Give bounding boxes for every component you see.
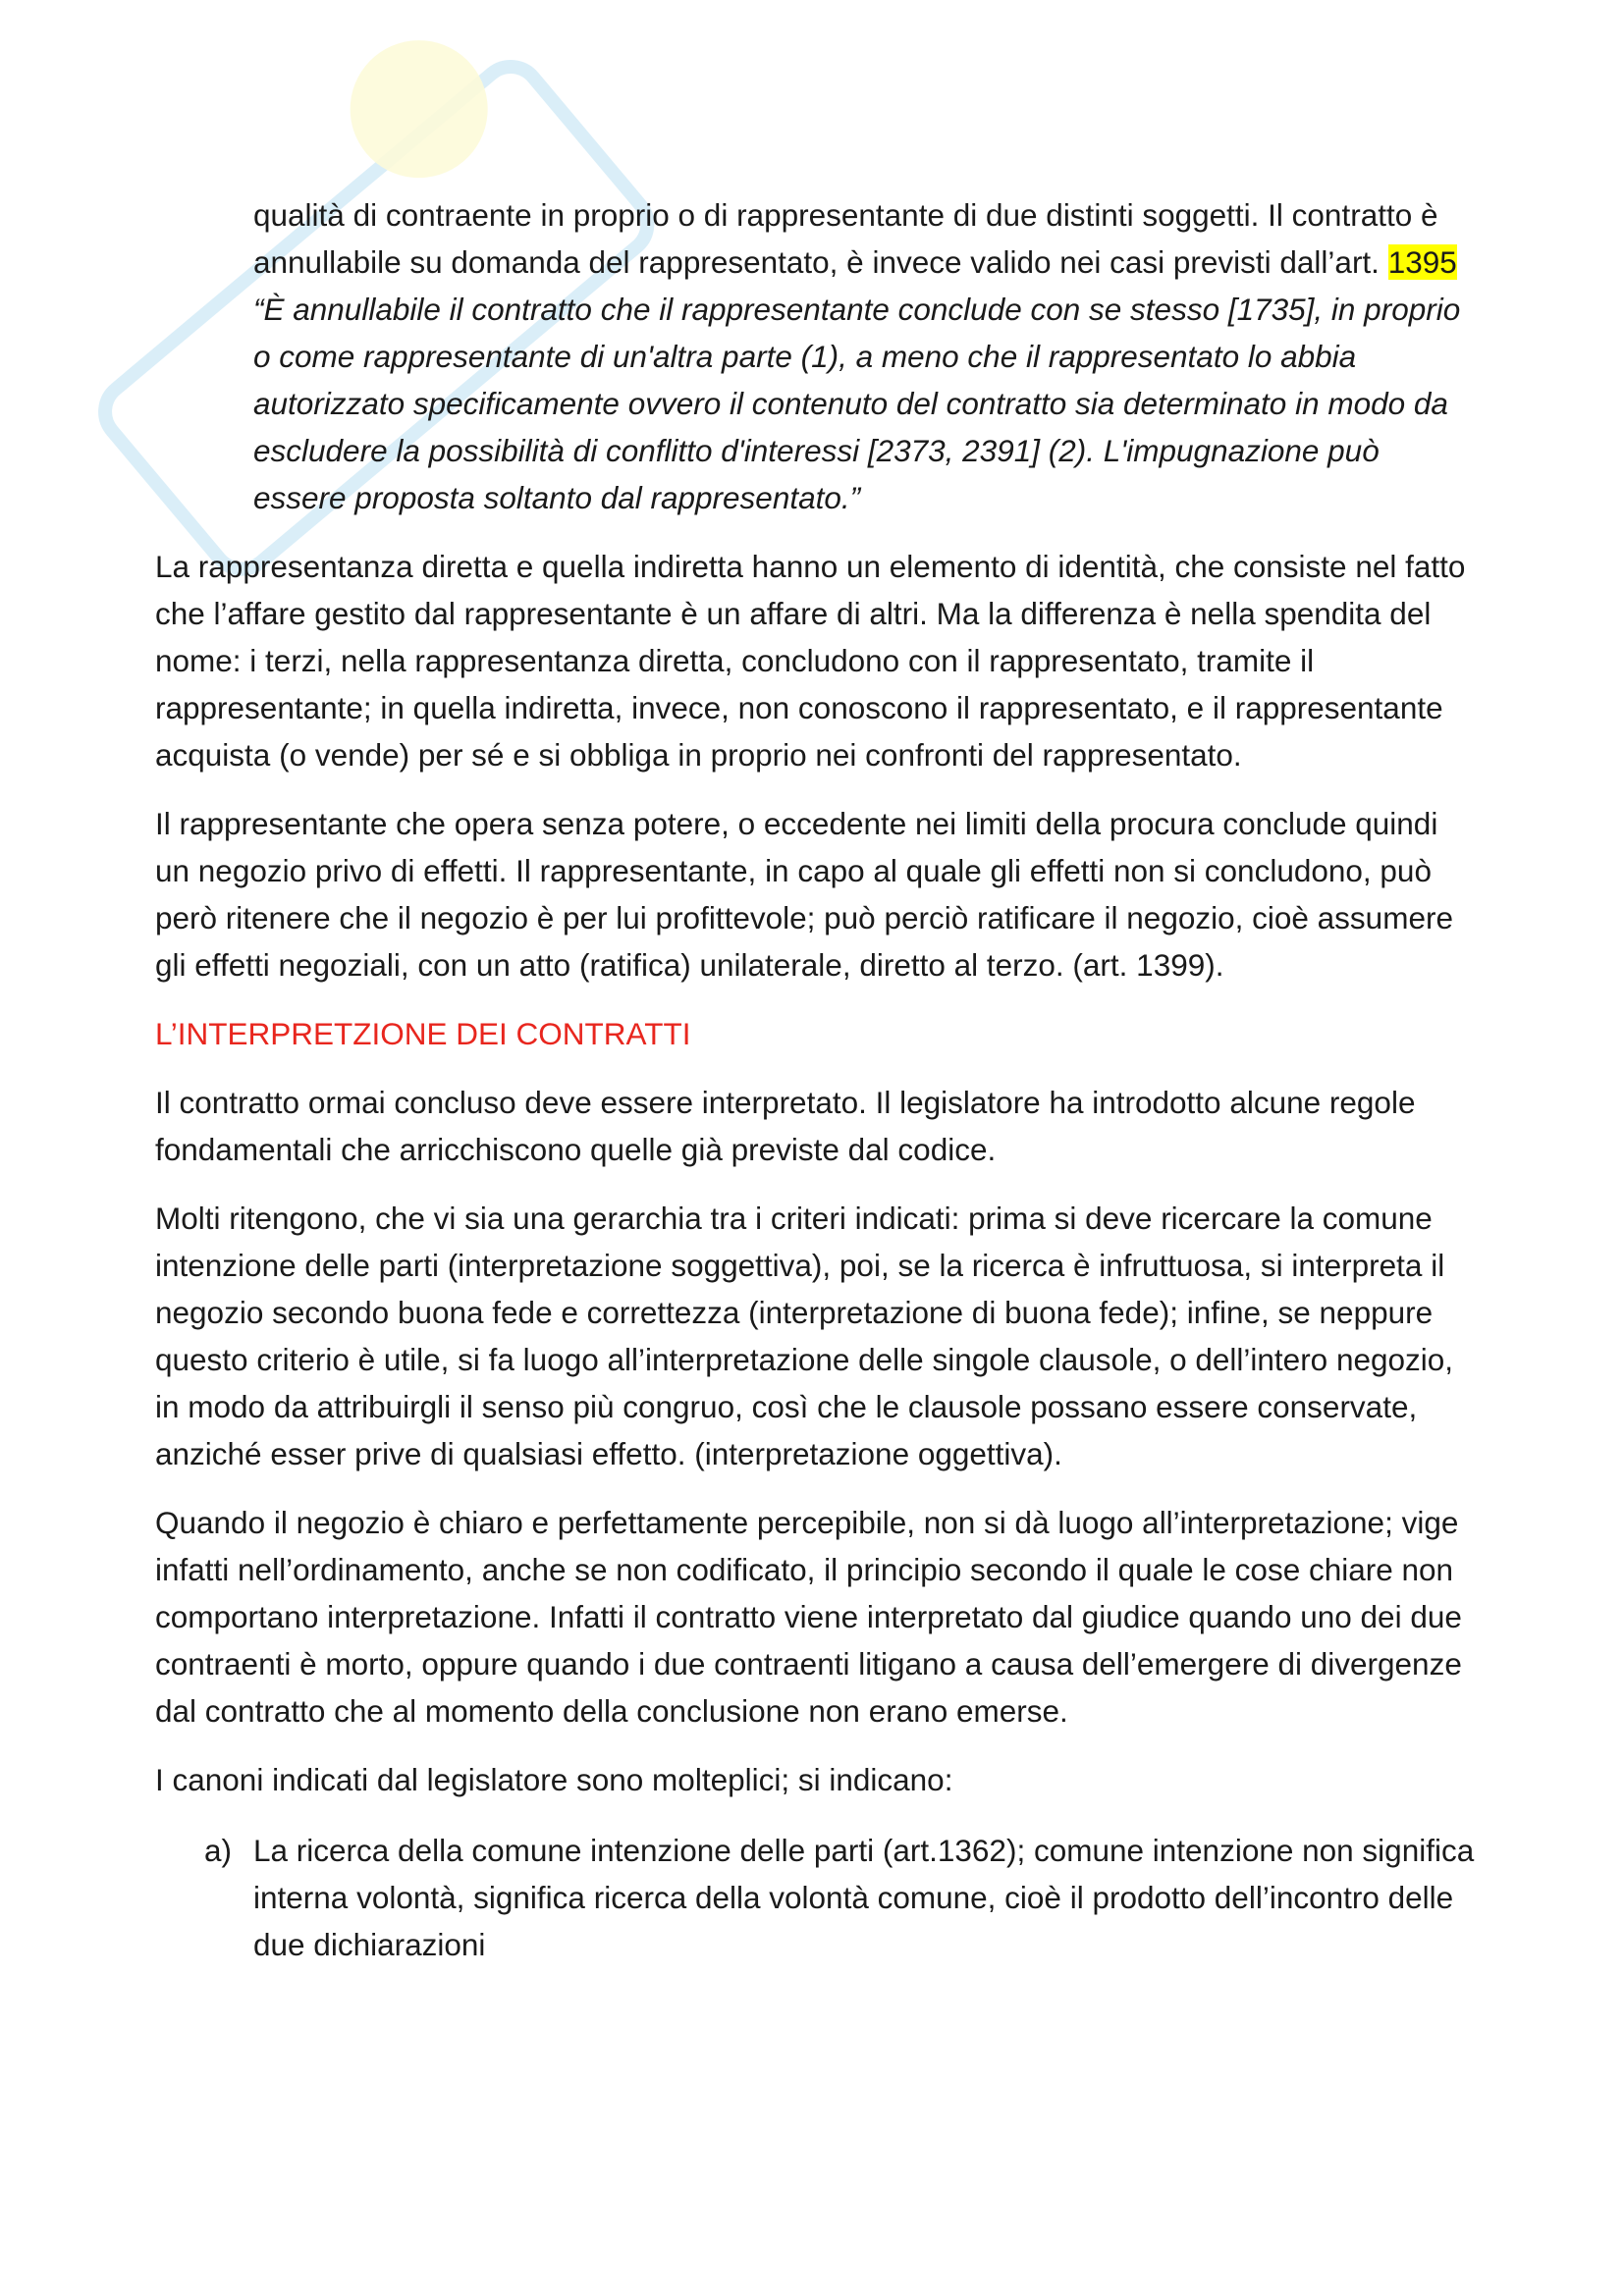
article-quote: “È annullabile il contratto che il rappresentante conclude con se stesso [1735], in proprio o come rappresentante di un'altra parte (1), a meno che il rappresentato lo abbia autorizzato specificamente ovvero il contenuto del contratto sia determinato in modo da escludere la possibilità di conflitto d'interessi [2373, 2391] (2). L'impugnazione può essere proposta soltanto dal rappresentato.” xyxy=(253,292,1461,515)
document-page xyxy=(155,191,1481,1968)
paragraph-contract-interpretation: Il contratto ormai concluso deve essere interpretato. Il legislatore ha introdotto alcune regole fondamentali che arricchiscono quelle già previste dal codice. xyxy=(155,1085,1416,1167)
paragraph-direct-indirect-representation: La rappresentanza diretta e quella indiretta hanno un elemento di identità, che consiste nel fatto che l’affare gestito dal rappresentante è un affare di altri. Ma la differenza è nella spendita del nome: i terzi, nella rappresentanza diretta, concludono con il rappresentato, tramite il rappresentante; in quella indiretta, invece, non conoscono il rappresentato, e il rappresentante acquista (o vende) per sé e si obbliga in proprio nei confronti del rappresentato. xyxy=(155,549,1466,773)
intro-text xyxy=(253,191,1481,286)
paragraph-representative-without-power: Il rappresentante che opera senza potere, o eccedente nei limiti della procura conclude quindi un negozio privo di effetti. Il rappresentante, in capo al quale gli effetti non si concludono, può però ritenere che il negozio è per lui profittevole; può perciò ratificare il negozio, cioè assumere gli effetti negoziali, con un atto (ratifica) unilaterale, diretto al terzo. (art. 1399). xyxy=(155,806,1453,983)
paragraph-clear-contract: Quando il negozio è chiaro e perfettamente percepibile, non si dà luogo all’interpretazione; vige infatti nell’ordinamento, anche se non codificato, il principio secondo il quale le cose chiare non comportano interpretazione. Infatti il contratto viene interpretato dal giudice quando uno dei due contraenti è morto, oppure quando i due contraenti litigano a causa dell’emergere di divergenze dal contratto che al momento della conclusione non erano emerse. xyxy=(155,1505,1462,1729)
list-item-text: La ricerca della comune intenzione delle parti (art.1362); comune intenzione non significa interna volontà, significa ricerca della volontà comune, cioè il prodotto dell’incontro delle due dichiarazioni xyxy=(253,1833,1475,1962)
intro-text-start: qualità di contraente in proprio o di rappresentante di due distinti soggetti. Il contratto è annullabile su domanda del rappresentato, è invece valido nei casi previsti dall’art. xyxy=(253,197,1438,280)
highlighted-article-number: 1395 xyxy=(1387,244,1457,280)
paragraph-criteria-hierarchy: Molti ritengono, che vi sia una gerarchia tra i criteri indicati: prima si deve ricercare la comune intenzione delle parti (interpretazione soggettiva), poi, se la ricerca è infruttuosa, si interpreta il negozio secondo buona fede e correttezza (interpretazione di buona fede); infine, se neppure questo criterio è utile, si fa luogo all’interpretazione delle singole clausole, o dell’intero negozio, in modo da attribuirgli il senso più congruo, così che le clausole possano essere conservate, anziché esser prive di qualsiasi effetto. (interpretazione oggettiva). xyxy=(155,1201,1454,1471)
paragraph-canons-intro: I canoni indicati dal legislatore sono molteplici; si indicano: xyxy=(155,1762,953,1797)
list-item xyxy=(155,1827,1481,1968)
section-heading: L’INTERPRETZIONE DEI CONTRATTI xyxy=(155,1016,691,1051)
list-marker: a) xyxy=(204,1833,233,1868)
intro-block xyxy=(155,191,1481,521)
